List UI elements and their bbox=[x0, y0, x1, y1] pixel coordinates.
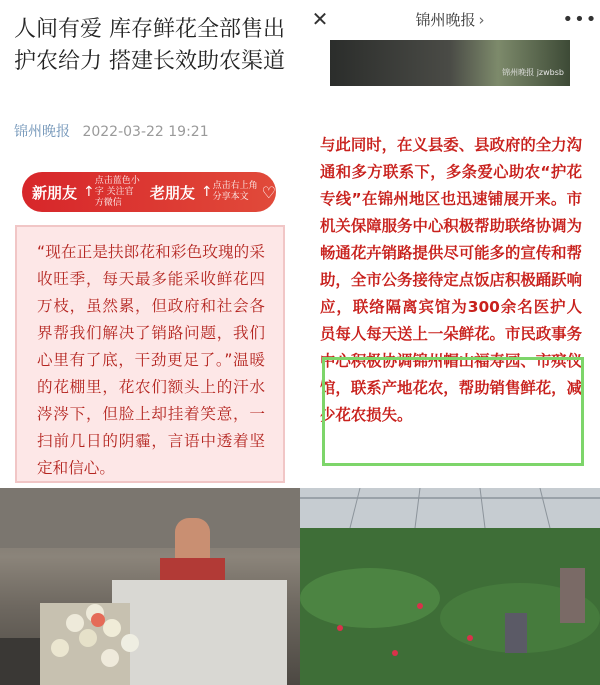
photo-flower-packing bbox=[0, 488, 300, 685]
watermark: 锦州晚报 jzwbsb bbox=[502, 68, 564, 77]
account-title-button[interactable] bbox=[415, 9, 484, 30]
arrow-up-icon: ↑ bbox=[83, 184, 95, 200]
photo-greenhouse bbox=[300, 488, 600, 685]
wechat-nav-bar bbox=[300, 0, 600, 38]
quote-block: “现在正是扶郎花和彩色玫瑰的采收旺季，每天最多能采收鲜花四万枝，虽然累，但政府和社会各界帮我们解决了销路问题，我们心里有了底，干劲更足了。”温暖的花棚里，花农们额头上的汗水涔涔下，但脸上却挂着笑意，一扫前几日的阴霾，言语中透着坚定和信心。 bbox=[15, 225, 285, 483]
article-source-link[interactable]: 锦州晚报 bbox=[14, 124, 70, 140]
photo-greenhouse-drawing bbox=[300, 488, 600, 685]
new-friend-hint: 点击蓝色小字 关注官方微信 bbox=[94, 175, 140, 208]
arrow-up-icon: ↑ bbox=[200, 184, 213, 200]
account-title: 锦州晚报 bbox=[415, 10, 476, 29]
article-meta bbox=[14, 121, 209, 141]
article-panel-left bbox=[0, 0, 300, 488]
heart-icon: ♡ bbox=[261, 182, 276, 202]
photo-flower-packing-drawing bbox=[0, 488, 300, 685]
highlight-box bbox=[322, 357, 584, 466]
more-options-icon[interactable]: ••• bbox=[562, 8, 598, 30]
article-date: 2022-03-22 19:21 bbox=[82, 124, 209, 140]
article-body-text: 与此同时，在义县委、县政府的全力沟通和多方联系下，多条爱心助农“护花专线”在锦州地区也迅速铺展开来。市机关保障服务中心积极帮助联络协调为畅通花卉销路提供尽可能多的宣传和帮助，全市公务接待定点饭店积极踊跃响应，联络隔离宾馆为300余名医护人员每人每天送上一朵鲜花。市民政事务中心积极协调锦州帽山福寿园、市殡仪馆，联系产地花农，帮助销售鲜花，减少花农损失。 bbox=[320, 136, 582, 424]
close-icon[interactable]: ✕ bbox=[311, 7, 329, 31]
article-panel-right bbox=[300, 0, 600, 488]
old-friend-hint: 点击右上角 分享本文 bbox=[212, 181, 258, 202]
new-friend-label: 新朋友 bbox=[32, 183, 78, 202]
follow-share-banner[interactable] bbox=[22, 172, 276, 212]
old-friend-label: 老朋友 bbox=[149, 183, 195, 202]
chevron-right-icon: › bbox=[478, 10, 485, 29]
article-image-thumbnail bbox=[330, 40, 570, 86]
article-title: 人间有爱 库存鲜花全部售出 护农给力 搭建长效助农渠道 bbox=[14, 17, 285, 74]
